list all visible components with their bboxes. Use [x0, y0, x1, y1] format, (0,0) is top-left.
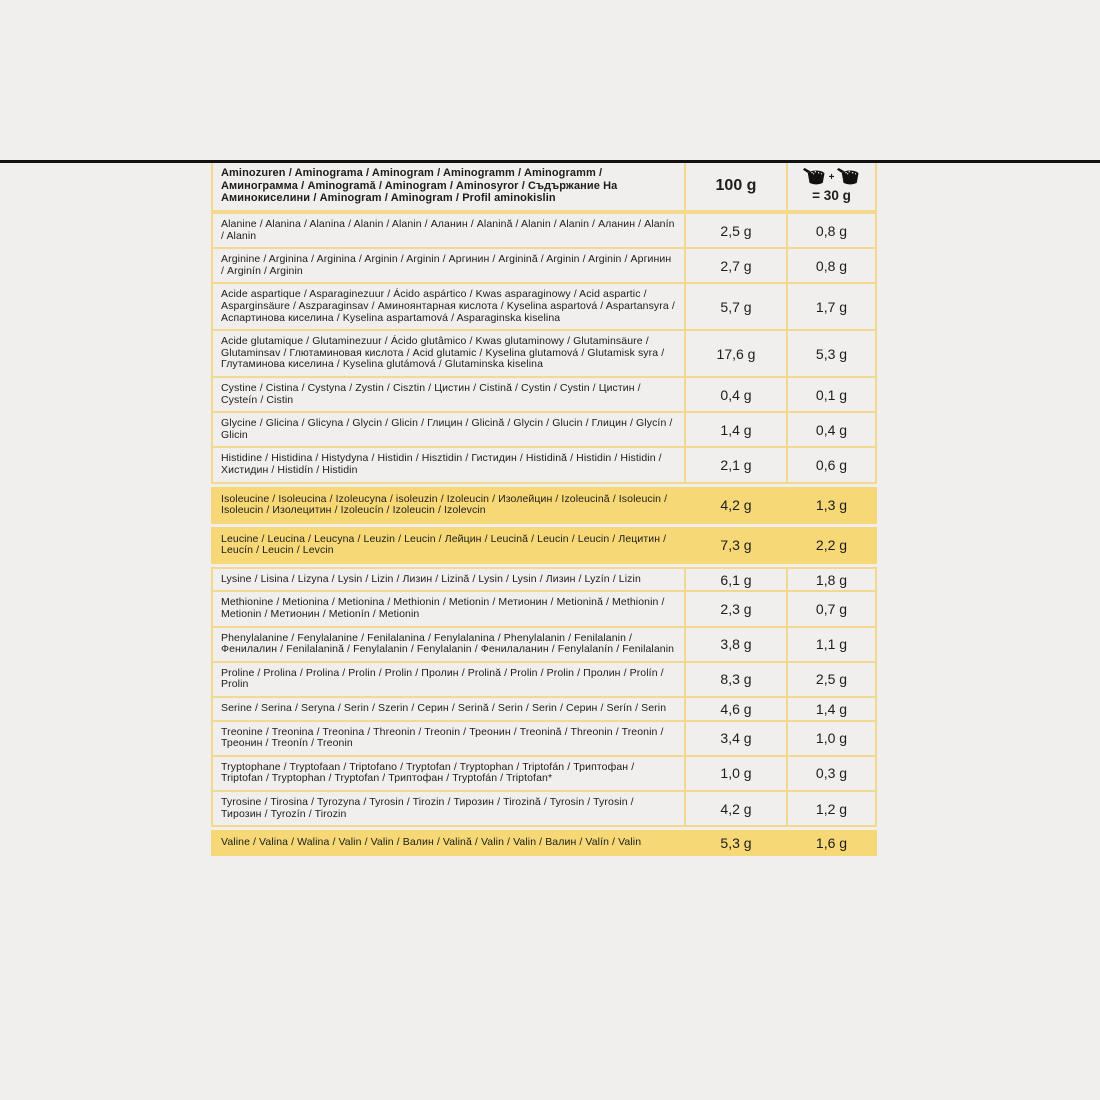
per-100g-value: 8,3 g [686, 663, 788, 696]
per-serving-value: 1,4 g [815, 700, 848, 717]
per-serving-value: 1,3 g [815, 497, 848, 514]
amino-acid-names: Cystine / Cistina / Cystyna / Zystin / Cisztin / Цистин / Cistină / Cystin / Cystin / Цистин / Cysteín / Cistin [213, 378, 686, 411]
table-row [211, 329, 877, 378]
amino-table-body [211, 212, 877, 856]
amino-acid-names: Histidine / Histidina / Histydyna / Histidin / Hisztidin / Гистидин / Histidină / Histidin / Histidin / Хистидин / Histidín / Histidin [213, 448, 686, 481]
per-100g-value: 5,7 g [686, 284, 788, 329]
aminogram-title: Aminozuren / Aminograma / Aminogram / Aminogramm / Aminogramm / Аминограмма / Aminogramă / Aminogram / Aminosyror / Съдържание На Аминокиселини / Aminogram / Aminogram / Profil aminokislin [213, 162, 686, 210]
per-100g-value: 4,2 g [720, 497, 752, 514]
amino-acid-names: Arginine / Arginina / Arginina / Arginin / Arginin / Аргинин / Arginină / Arginin / Arginin / Аргинин / Arginín / Arginin [213, 249, 686, 282]
plus-sign: + [828, 171, 835, 183]
per-serving-value: 2,5 g [815, 671, 848, 688]
measuring-scoop-icon [836, 168, 861, 187]
table-row [211, 411, 877, 448]
per-serving-value: 0,8 g [815, 222, 848, 239]
measuring-scoop-icon [802, 168, 827, 187]
table-row [211, 212, 877, 249]
per-100g-value: 6,1 g [686, 569, 788, 591]
table-row [211, 830, 877, 856]
table-row [211, 755, 877, 792]
photo-top-edge [0, 160, 1100, 163]
amino-acid-names: Tryptophane / Tryptofaan / Triptofano / Tryptofan / Tryptophan / Triptofán / Триптофан / Triptofan / Tryptophan / Tryptofan / Триптофан / Tryptofán / Triptofan* [213, 757, 686, 790]
table-row [211, 487, 877, 524]
per-serving-value: 1,7 g [815, 298, 848, 315]
per-serving-value: 1,8 g [815, 571, 848, 588]
table-row [211, 590, 877, 627]
aminogram-table [211, 160, 877, 856]
per-serving-column-header [788, 162, 875, 210]
amino-acid-names: Treonine / Treonina / Treonina / Threonin / Treonin / Треонин / Treonină / Threonin / Treonin / Треонин / Treonín / Treonin [213, 722, 686, 755]
amino-acid-names: Acide glutamique / Glutaminezuur / Ácido glutâmico / Kwas glutaminowy / Glutaminsäure / Glutaminsav / Глютаминовая кислота / Acid glutamic / Kyselina glutamová / Glutamisk syra / Глутаминова киселина / Kyselina glutámová / Glutaminska kiselina [213, 331, 686, 376]
table-row [211, 696, 877, 722]
amino-acid-names: Serine / Serina / Seryna / Serin / Szerin / Серин / Serină / Serin / Serin / Серин / Serín / Serin [213, 698, 686, 720]
per-100g-value: 3,8 g [686, 628, 788, 661]
table-row [211, 790, 877, 827]
amino-acid-names: Methionine / Metionina / Metionina / Methionin / Metionin / Метионин / Metionină / Methionin / Metionin / Метионин / Metionín / Metionin [213, 592, 686, 625]
table-row [211, 567, 877, 593]
amino-acid-names: Glycine / Glicina / Glicyna / Glycin / Glicin / Глицин / Glicină / Glycin / Glucin / Глицин / Glycín / Glicin [213, 413, 686, 446]
per-100g-value: 1,4 g [686, 413, 788, 446]
per-serving-value: 0,7 g [815, 601, 848, 618]
amino-acid-names: Valine / Valina / Walina / Valin / Valin / Валин / Valină / Valin / Valin / Валин / Valín / Valin [221, 836, 642, 849]
table-row [211, 376, 877, 413]
amino-acid-names: Isoleucine / Isoleucina / Izoleucyna / isoleuzin / Izoleucin / Изолейцин / Izoleucină / Isoleucin / Isoleucin / Изолецитин / Izoleucín / Izoleucin / Izolevcin [221, 492, 668, 517]
per-serving-value: 0,8 g [815, 257, 848, 274]
per-100g-value: 17,6 g [686, 331, 788, 376]
per-serving-value: 1,2 g [815, 800, 848, 817]
per-100g-value: 7,3 g [720, 537, 752, 554]
per-100g-value: 2,7 g [686, 249, 788, 282]
per-100g-value: 2,3 g [686, 592, 788, 625]
per-serving-value: 0,6 g [815, 456, 848, 473]
amino-acid-names: Proline / Prolina / Prolina / Prolin / Prolin / Пролин / Prolină / Prolin / Prolin / Пролин / Prolín / Prolin [213, 663, 686, 696]
per-100g-value: 2,5 g [686, 214, 788, 247]
per-serving-value: 0,3 g [815, 765, 848, 782]
per-100g-value: 0,4 g [686, 378, 788, 411]
two-scoops-icon [802, 168, 862, 187]
per-serving-value: 2,2 g [815, 537, 848, 554]
per-serving-value: 5,3 g [815, 345, 848, 362]
per-100g-value: 1,0 g [686, 757, 788, 790]
per-serving-value: 1,0 g [815, 730, 848, 747]
table-row [211, 446, 877, 483]
table-row [211, 527, 877, 564]
amino-acid-names: Leucine / Leucina / Leucyna / Leuzin / Leucin / Лейцин / Leucină / Leucin / Leucin / Лецитин / Leucín / Leucin / Levcin [221, 532, 667, 557]
table-row [211, 661, 877, 698]
per-100g-value: 5,3 g [720, 834, 752, 851]
amino-acid-names: Tyrosine / Tirosina / Tyrozyna / Tyrosin / Tirozin / Тирозин / Tirozină / Tyrosin / Tyrosin / Тирозин / Tyrozín / Tirozin [213, 792, 686, 825]
per-serving-value: 1,6 g [815, 834, 848, 851]
table-header-row [211, 160, 877, 212]
per-serving-value: 0,1 g [815, 386, 848, 403]
amino-acid-names: Phenylalanine / Fenylalanine / Fenilalanina / Fenylalanina / Phenylalanin / Fenilalanin / Фенилалин / Fenilalanină / Fenylalanin / Fenylalanin / Фенилаланин / Fenylalanín / Fenilalanin [213, 628, 686, 661]
per-serving-value: 0,4 g [815, 421, 848, 438]
table-row [211, 626, 877, 663]
amino-acid-names: Alanine / Alanina / Alanina / Alanin / Alanin / Аланин / Alanină / Alanin / Alanin / Аланин / Alanín / Alanin [213, 214, 686, 247]
per-100g-value: 4,2 g [686, 792, 788, 825]
table-row [211, 247, 877, 284]
amino-acid-names: Lysine / Lisina / Lizyna / Lysin / Lizin / Лизин / Lizină / Lysin / Lysin / Лизин / Lyzín / Lizin [213, 569, 686, 591]
table-row [211, 282, 877, 331]
per-serving-value: 1,1 g [815, 636, 848, 653]
per-100g-value: 3,4 g [686, 722, 788, 755]
table-row [211, 720, 877, 757]
serving-weight-label: = 30 g [812, 188, 851, 203]
per-100g-value: 2,1 g [686, 448, 788, 481]
per-100g-column-header: 100 g [686, 162, 788, 210]
per-100g-value: 4,6 g [686, 698, 788, 720]
amino-acid-names: Acide aspartique / Asparaginezuur / Ácido aspártico / Kwas asparaginowy / Acid aspartic / Asparginsäure / Aszparaginsav / Аминоянтарная кислота / Kyselina aspartová / Aspartansyra / Аспартинова киселина / Kyselina aspartamová / Asparaginska kiselina [213, 284, 686, 329]
